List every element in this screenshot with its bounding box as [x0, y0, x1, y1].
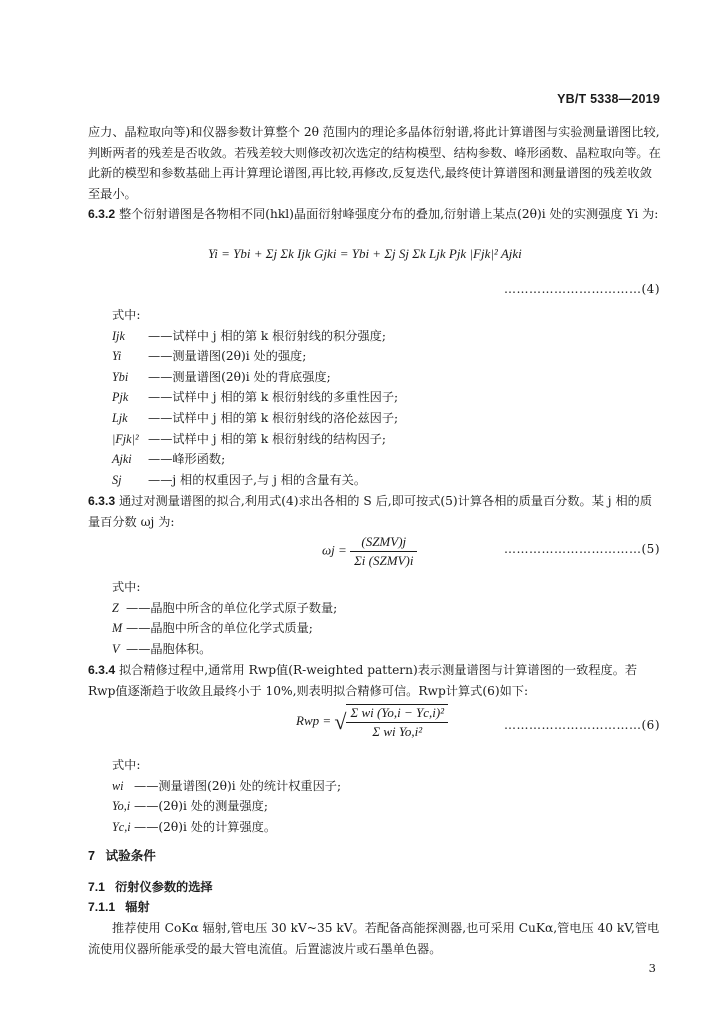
where-label: 式中: [112, 758, 141, 772]
formula-6-lhs: Rwp = [296, 712, 332, 728]
equation-number-6: ……………………………(6) [504, 718, 660, 732]
where-item [112, 796, 341, 817]
where-symbol: wi [112, 778, 124, 793]
where-symbol: |Fjk|² [112, 431, 139, 446]
equation-number-5: ……………………………(5) [504, 542, 660, 556]
section-6-3-4 [88, 660, 662, 701]
section-6-3-3 [88, 491, 662, 532]
where-item [112, 449, 398, 470]
where-desc: ——测量谱图(2θ)i 处的统计权重因子; [134, 778, 342, 793]
formula-6-numerator: Σ wi (Yo,i − Yc,i)² [346, 705, 448, 723]
where-item [112, 387, 398, 408]
where-desc: ——(2θ)i 处的计算强度。 [134, 819, 277, 834]
where-item [112, 346, 398, 367]
where-item [112, 326, 398, 347]
where-symbol: Yo,i [112, 799, 131, 814]
section-number: 7.1 [88, 880, 105, 894]
where-symbol: Ijk [112, 328, 125, 343]
section-text: 拟合精修过程中,通常用 Rwp值(R-weighted pattern)表示测量谱图与计算谱图的一致程度。若 Rwp值逐渐趋于收敛且最终小于 10%,则表明拟合精修可信。Rwp计算式(6)如下: [88, 663, 638, 698]
formula-6-denominator: Σ wi Yo,i² [372, 724, 423, 739]
where-symbol: Sj [112, 472, 122, 487]
sqrt-icon: √ [334, 709, 347, 734]
where-label: 式中: [112, 308, 141, 322]
where-desc: ——晶胞体积。 [126, 641, 212, 656]
formula-5 [322, 534, 417, 569]
section-number: 6.3.2 [88, 207, 116, 221]
where-symbol: Pjk [112, 390, 129, 405]
section-number: 7 [88, 849, 96, 863]
where-desc: ——(2θ)i 处的测量强度; [134, 799, 268, 814]
section-text: 整个衍射谱图是各物相不同(hkl)晶面衍射峰强度分布的叠加,衍射谱上某点(2θ)i 处的实测强度 Yi 为: [118, 207, 659, 221]
where-list-4 [112, 305, 398, 490]
formula-6-fraction [346, 704, 448, 740]
where-item [112, 598, 337, 619]
standard-code: YB/T 5338—2019 [557, 92, 660, 106]
where-desc: ——试样中 j 相的第 k 根衍射线的洛伦兹因子; [148, 410, 399, 425]
formula-5-denominator: Σi (SZMV)i [354, 553, 414, 568]
equation-number-4: ……………………………(4) [504, 282, 660, 296]
where-item [112, 367, 398, 388]
intro-paragraph [88, 122, 662, 204]
section-number: 6.3.3 [88, 494, 116, 508]
formula-6 [296, 704, 448, 740]
where-symbol: Ljk [112, 410, 128, 425]
section-title: 辐射 [125, 900, 150, 914]
where-item [112, 408, 398, 429]
where-symbol: Yi [112, 349, 122, 364]
section-7-1-heading [88, 877, 662, 898]
where-desc: ——j 相的权重因子,与 j 相的含量有关。 [148, 472, 367, 487]
radiation-paragraph [88, 918, 662, 959]
where-symbol: Ybi [112, 369, 129, 384]
where-desc: ——测量谱图(2θ)i 处的强度; [148, 349, 307, 364]
where-desc: ——测量谱图(2θ)i 处的背底强度; [148, 369, 331, 384]
where-symbol: Ajki [112, 452, 132, 467]
where-item [112, 639, 337, 660]
where-symbol: M [112, 621, 123, 636]
where-symbol: Yc,i [112, 819, 131, 834]
intro-text: 应力、晶粒取向等)和仪器参数计算整个 2θ 范围内的理论多晶体衍射谱,将此计算谱图与实验测量谱图比较,判断两者的残差是否收敛。若残差较大则修改初次选定的结构模型、结构参数、峰形函数、晶粒取向等。在此新的模型和参数基础上再计算理论谱图,再比较,再修改,反复迭代,最终使计算谱图和测量谱图的残差收敛至最小。 [88, 125, 661, 201]
page-number: 3 [648, 961, 656, 975]
formula-5-numerator: (SZMV)j [350, 534, 417, 552]
where-desc: ——试样中 j 相的第 k 根衍射线的多重性因子; [148, 390, 399, 405]
section-title: 衍射仪参数的选择 [115, 880, 213, 894]
where-item [112, 817, 341, 838]
where-desc: ——晶胞中所含的单位化学式原子数量; [126, 600, 338, 615]
section-number: 6.3.4 [88, 663, 116, 677]
section-text: 通过对测量谱图的拟合,利用式(4)求出各相的 S 后,即可按式(5)计算各相的质量百分数。某 j 相的质量百分数 ωj 为: [88, 494, 653, 529]
where-desc: ——试样中 j 相的第 k 根衍射线的结构因子; [148, 431, 386, 446]
where-list-5 [112, 577, 337, 659]
section-7-heading [88, 846, 662, 867]
where-label: 式中: [112, 580, 141, 594]
formula-4-text: Yi = Ybi + Σj Σk Ijk Gjki = Ybi + Σj Sj Σk Ljk Pjk |Fjk|² Ajki [208, 246, 522, 261]
where-desc: ——晶胞中所含的单位化学式质量; [126, 621, 313, 636]
where-desc: ——峰形函数; [148, 452, 226, 467]
radiation-text: 推荐使用 CoKα 辐射,管电压 30 kV~35 kV。若配备高能探测器,也可采用 CuKα,管电压 40 kV,管电流使用仪器所能承受的最大管电流值。后置滤波片或石墨单色器。 [88, 921, 660, 956]
section-7-1-1-heading [88, 897, 662, 918]
where-item [112, 776, 341, 797]
formula-5-fraction [350, 534, 417, 569]
section-title: 试验条件 [105, 849, 156, 863]
section-6-3-2 [88, 204, 662, 225]
where-desc: ——试样中 j 相的第 k 根衍射线的积分强度; [148, 328, 386, 343]
section-number: 7.1.1 [88, 900, 116, 914]
where-symbol: Z [112, 600, 119, 615]
where-item [112, 618, 337, 639]
where-item [112, 429, 398, 450]
where-item [112, 470, 398, 491]
formula-4 [208, 246, 522, 262]
formula-5-lhs: ωj = [322, 542, 347, 558]
where-symbol: V [112, 641, 120, 656]
where-list-6 [112, 755, 341, 837]
